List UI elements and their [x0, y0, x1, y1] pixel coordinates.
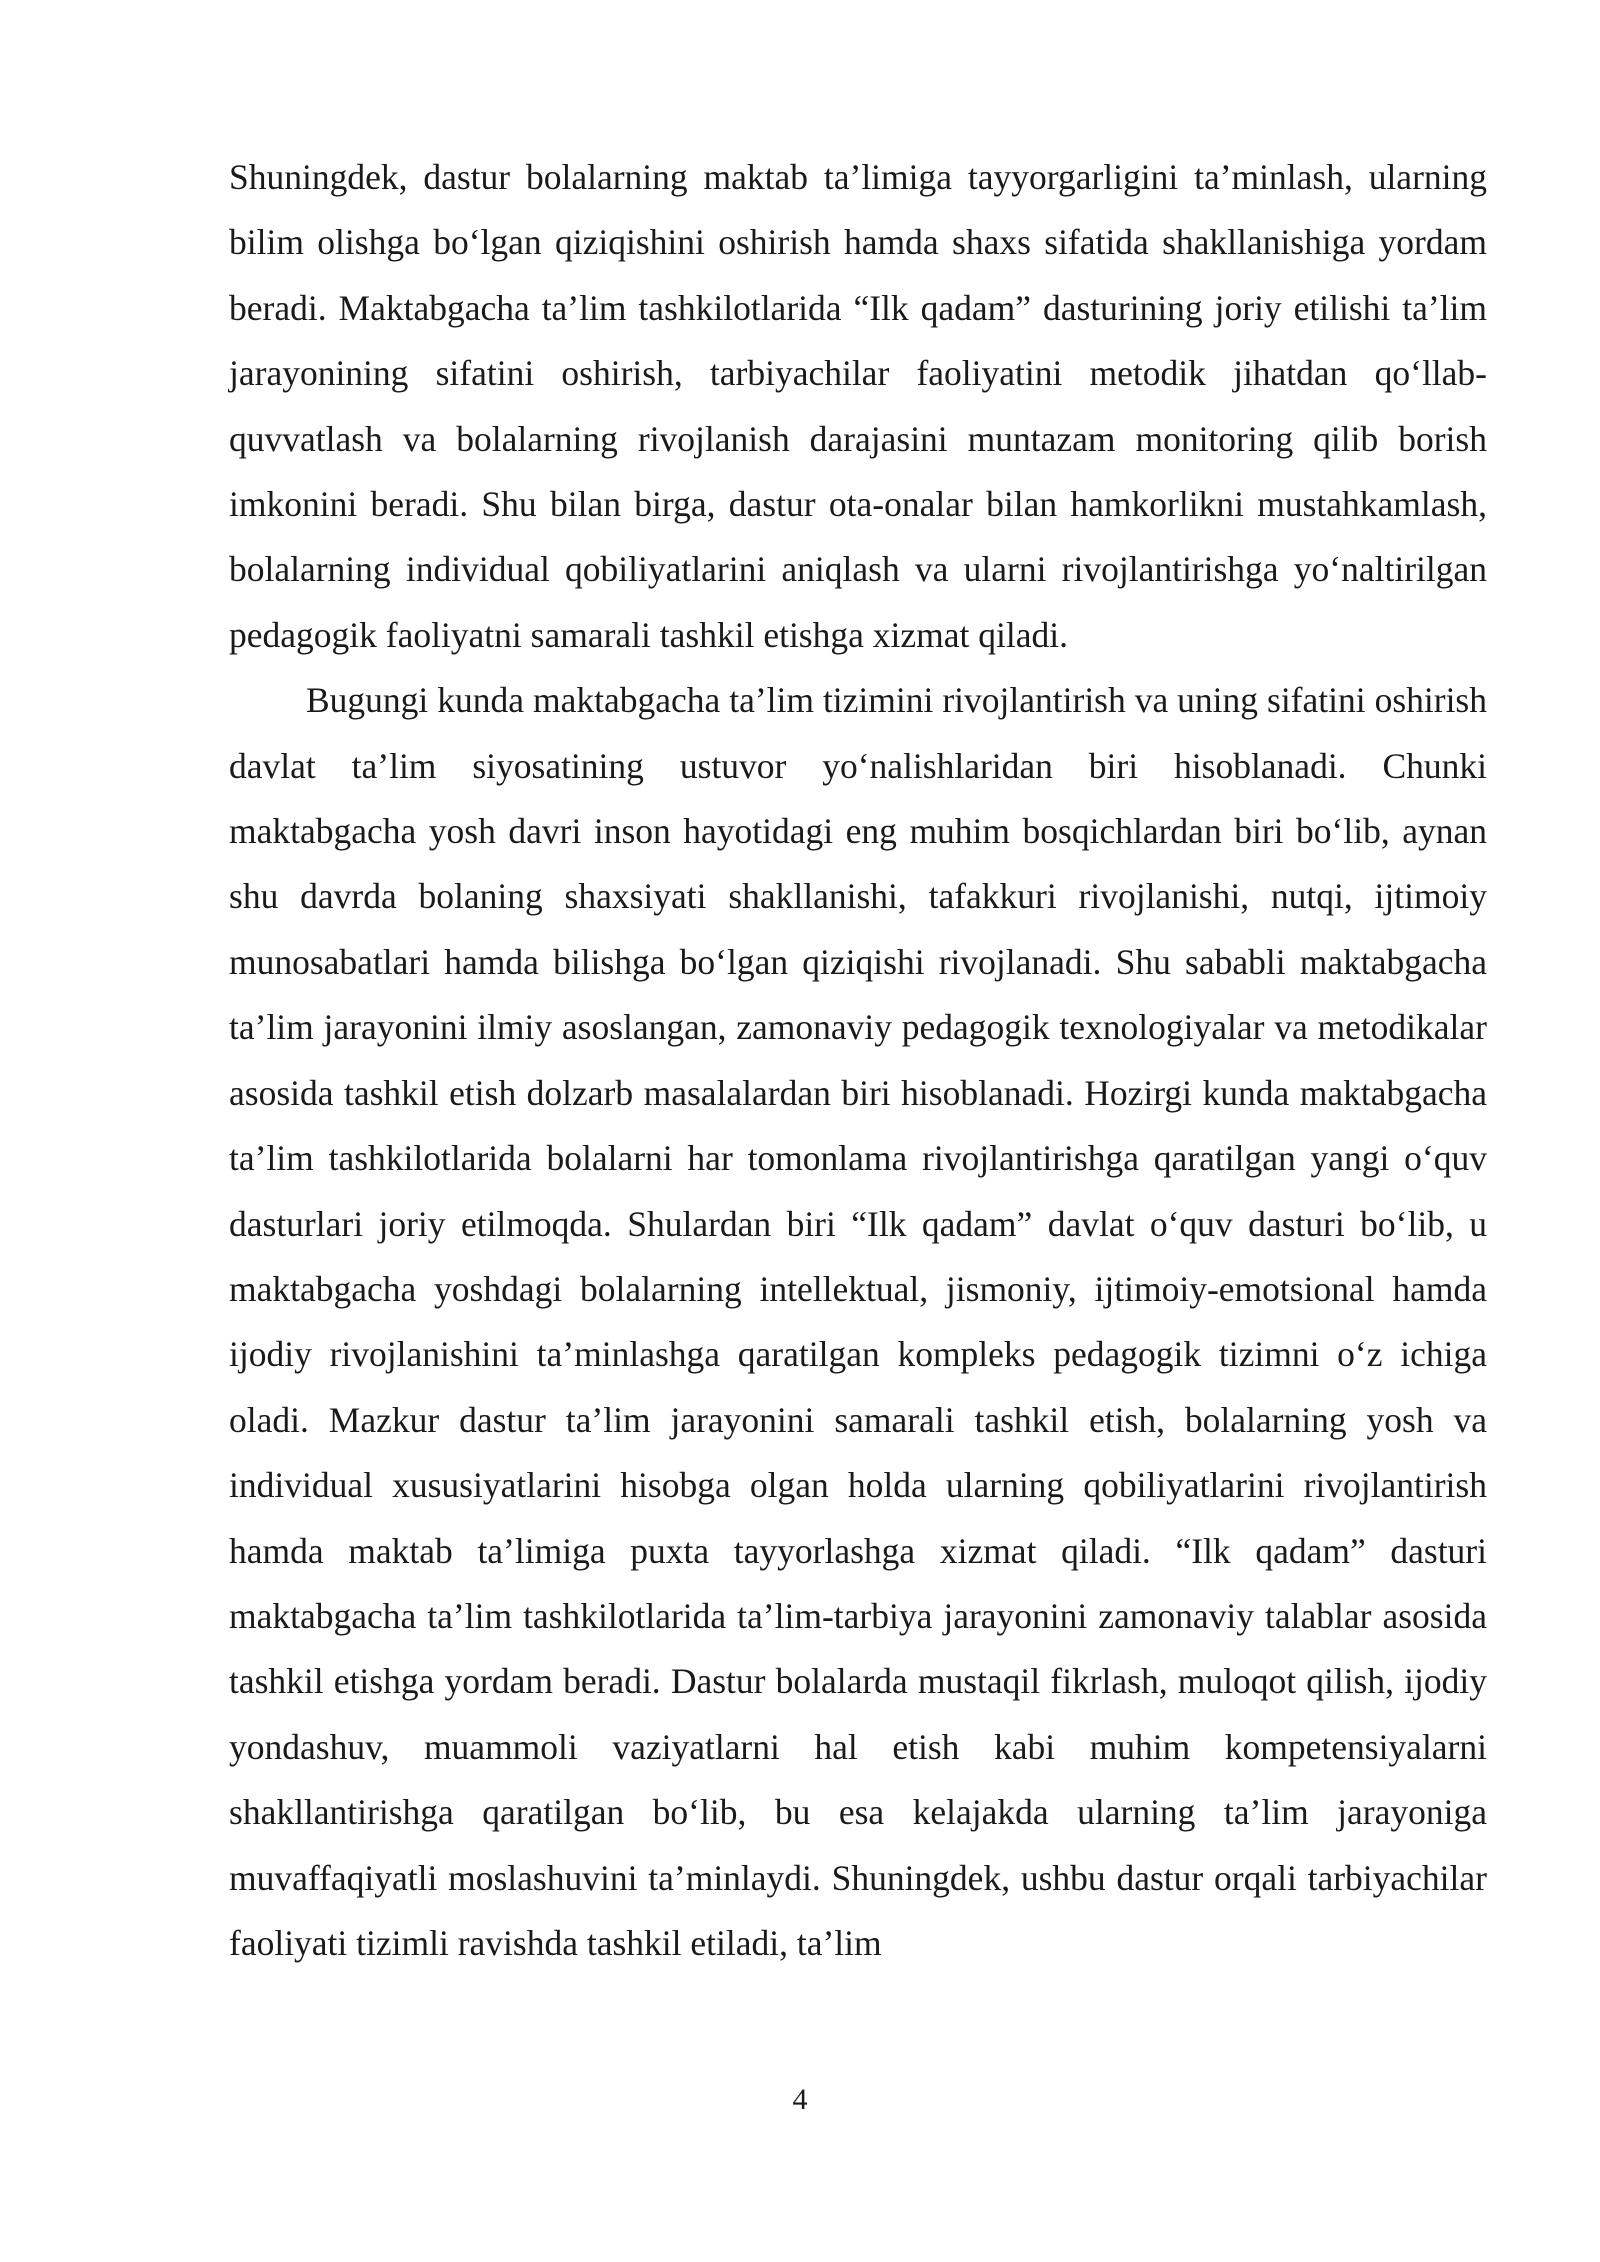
- page-number: 4: [792, 2083, 808, 2116]
- paragraph-2: Bugungi kunda maktabgacha ta’lim tizimini rivojlantirish va uning sifatini oshirish davlat ta’lim siyosatining ustuvor yo‘nalishlaridan biri hisoblanadi. Chunki maktabgacha yosh davri inson hayotidagi eng muhim bosqichlardan biri bo‘lib, aynan shu davrda bolaning shaxsiyati shakllanishi, tafakkuri rivojlanishi, nutqi, ijtimoiy munosabatlari hamda bilishga bo‘lgan qiziqishi rivojlanadi. Shu sababli maktabgacha ta’lim jarayonini ilmiy asoslangan, zamonaviy pedagogik texnologiyalar va metodikalar asosida tashkil etish dolzarb masalalardan biri hisoblanadi. Hozirgi kunda maktabgacha ta’lim tashkilotlarida bolalarni har tomonlama rivojlantirishga qaratilgan yangi o‘quv dasturlari joriy etilmoqda. Shulardan biri “Ilk qadam” davlat o‘quv dasturi bo‘lib, u maktabgacha yoshdagi bolalarning intellektual, jismoniy, ijtimoiy-emotsional hamda ijodiy rivojlanishini ta’minlashga qaratilgan kompleks pedagogik tizimni o‘z ichiga oladi. Mazkur dastur ta’lim jarayonini samarali tashkil etish, bolalarning yosh va individual xususiyatlarini hisobga olgan holda ularning qobiliyatlarini rivojlantirish hamda maktab ta’limiga puxta tayyorlashga xizmat qiladi. “Ilk qadam” dasturi maktabgacha ta’lim tashkilotlarida ta’lim-tarbiya jarayonini zamonaviy talablar asosida tashkil etishga yordam beradi. Dastur bolalarda mustaqil fikrlash, muloqot qilish, ijodiy yondashuv, muammoli vaziyatlarni hal etish kabi muhim kompetensiyalarni shakllantirishga qaratilgan bo‘lib, bu esa kelajakda ularning ta’lim jarayoniga muvaffaqiyatli moslashuvini ta’minlaydi. Shuningdek, ushbu dastur orqali tarbiyachilar faoliyati tizimli ravishda tashkil etiladi, ta’lim: [229, 680, 1487, 1963]
- paragraph-1: Shuningdek, dastur bolalarning maktab ta’limiga tayyorgarligini ta’minlash, ularning bilim olishga bo‘lgan qiziqishini oshirish hamda shaxs sifatida shakllanishiga yordam beradi. Maktabgacha ta’lim tashkilotlarida “Ilk qadam” dasturining joriy etilishi ta’lim jarayonining sifatini oshirish, tarbiyachilar faoliyatini metodik jihatdan qo‘llab-quvvatlash va bolalarning rivojlanish darajasini muntazam monitoring qilib borish imkonini beradi. Shu bilan birga, dastur ota-onalar bilan hamkorlikni mustahkamlash, bolalarning individual qobiliyatlarini aniqlash va ularni rivojlantirishga yo‘naltirilgan pedagogik faoliyatni samarali tashkil etishga xizmat qiladi.: [229, 157, 1487, 655]
- document-body: [229, 145, 1487, 1976]
